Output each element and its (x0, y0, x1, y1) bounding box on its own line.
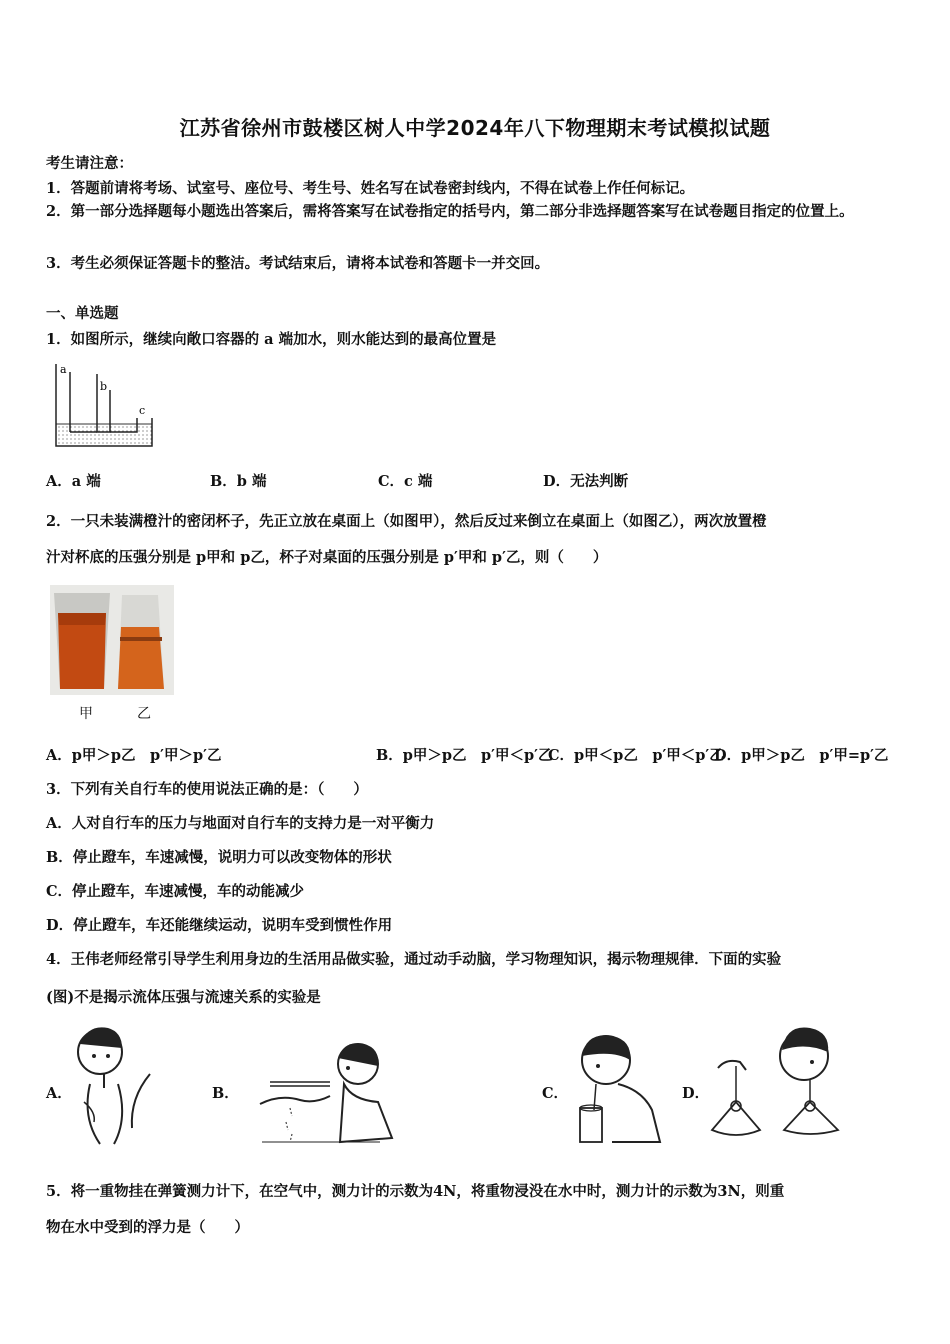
notice-item-1: 1．答题前请将考场、试室号、座位号、考生号、姓名写在试卷密封线内，不得在试卷上作任何标记。 (46, 180, 695, 197)
notice-heading: 考生请注意： (46, 155, 133, 172)
caption-yi: 乙 (137, 706, 151, 722)
q1-option-c: C．c 端 (378, 473, 433, 490)
funnel-ping-pong-figure (706, 1022, 856, 1150)
drinking-straw-figure (572, 1030, 668, 1150)
page-title: 江苏省徐州市鼓楼区树人中学2024年八下物理期末考试模拟试题 (179, 116, 771, 140)
question-1-stem: 1．如图所示，继续向敞口容器的 a 端加水，则水能达到的最高位置是 (46, 331, 497, 348)
blowing-paper-strips-figure (70, 1018, 156, 1148)
question-5-stem-line1: 5．将一重物挂在弹簧测力计下，在空气中，测力计的示数为4N，将重物浸没在水中时，测力计的示数为3N，则重 (46, 1183, 785, 1200)
question-4-stem-line1: 4．王伟老师经常引导学生利用身边的生活用品做实验，通过动手动脑，学习物理知识，揭示物理规律．下面的实验 (46, 951, 782, 968)
blowing-over-paper-figure (240, 1038, 400, 1148)
q4-option-d: D． (682, 1085, 710, 1102)
q2-option-a: A．p甲＞p乙 p′甲＞p′乙 (46, 747, 222, 764)
vessel-label-c: c (139, 404, 146, 417)
connected-vessel-figure (50, 362, 160, 452)
q1-option-b: B．b 端 (210, 473, 267, 490)
juice-cups-photo (50, 585, 174, 695)
question-3-stem: 3．下列有关自行车的使用说法正确的是：（ ） (46, 781, 368, 798)
q4-option-b: B． (212, 1085, 239, 1102)
q3-option-b: B．停止蹬车，车速减慢，说明力可以改变物体的形状 (46, 849, 392, 866)
q3-option-d: D．停止蹬车，车还能继续运动，说明车受到惯性作用 (46, 917, 393, 934)
q3-option-a: A．人对自行车的压力与地面对自行车的支持力是一对平衡力 (46, 815, 435, 832)
question-5-stem-line2: 物在水中受到的浮力是（ ） (46, 1219, 249, 1236)
question-2-stem-line2: 汁对杯底的压强分别是 p甲和 p乙，杯子对桌面的压强分别是 p′甲和 p′乙，则（ ） (46, 549, 608, 566)
q4-option-a: A． (46, 1085, 72, 1102)
q2-option-b: B．p甲＞p乙 p′甲＜p′乙 (376, 747, 553, 764)
notice-item-2: 2．第一部分选择题每小题选出答案后，需将答案写在试卷指定的括号内，第二部分非选择题答案写在试卷题目指定的位置上。 (46, 203, 854, 220)
section-heading: 一、单选题 (46, 305, 119, 322)
q3-option-c: C．停止蹬车，车速减慢，车的动能减少 (46, 883, 305, 900)
caption-jia: 甲 (79, 706, 93, 722)
notice-item-3: 3．考生必须保证答题卡的整洁。考试结束后，请将本试卷和答题卡一并交回。 (46, 255, 550, 272)
q1-option-a: A．a 端 (46, 473, 101, 490)
question-4-stem-line2: (图)不是揭示流体压强与流速关系的实验是 (46, 989, 321, 1006)
q4-option-c: C． (542, 1085, 569, 1102)
q2-option-c: C．p甲＜p乙 p′甲＜p′乙 (548, 747, 724, 764)
vessel-label-b: b (100, 380, 108, 393)
question-2-stem-line1: 2．一只未装满橙汁的密闭杯子，先正立放在桌面上（如图甲），然后反过来倒立在桌面上（如图乙），两次放置橙 (46, 513, 767, 530)
q2-option-d: D．p甲＞p乙 p′甲=p′乙 (714, 747, 889, 764)
q1-option-d: D．无法判断 (543, 473, 629, 490)
vessel-label-a: a (60, 363, 67, 376)
